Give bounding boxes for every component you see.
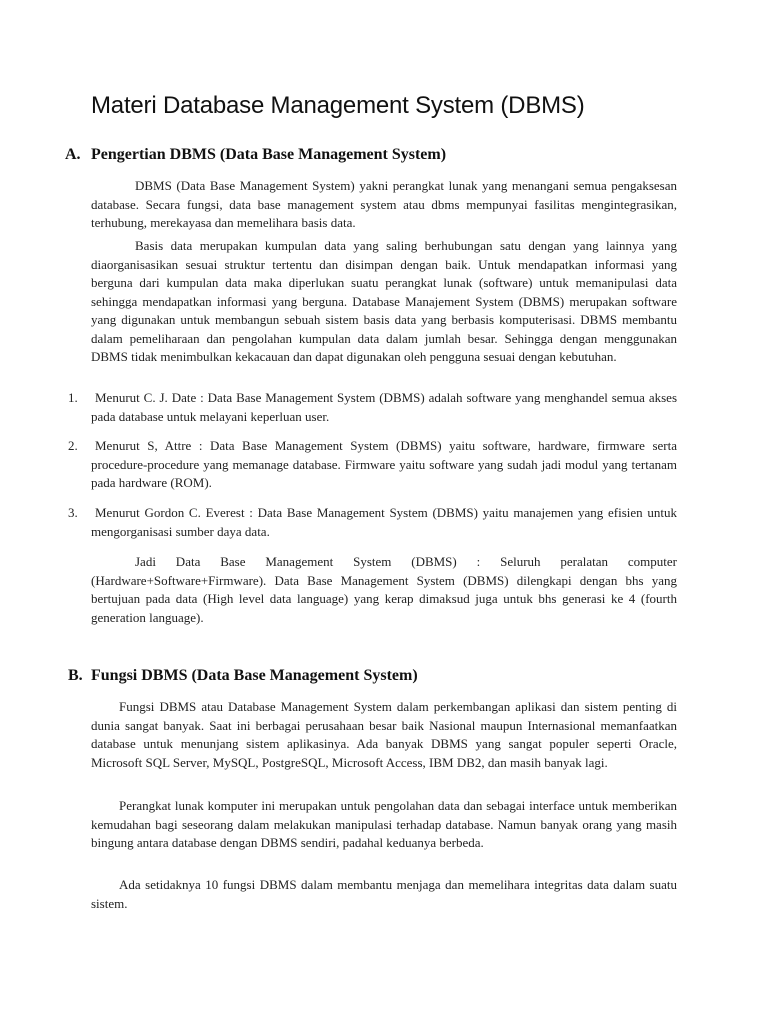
section-a-paragraph-1: DBMS (Data Base Management System) yakni perangkat lunak yang menangani semua pengaksesan database. Secara fungsi, data base management system atau dbms mempunyai fasilitas mengintegrasikan, terhubung, merekayasa dan memelihara basis data. bbox=[91, 178, 677, 230]
document-title: Materi Database Management System (DBMS) bbox=[91, 92, 585, 119]
list-number: 2. bbox=[68, 438, 78, 453]
list-item-text: Menurut Gordon C. Everest : Data Base Management System (DBMS) yaitu manajemen yang efisien untuk mengorganisasi sumber daya data. bbox=[91, 505, 677, 539]
section-a-paragraph-2: Basis data merupakan kumpulan data yang saling berhubungan satu dengan yang lainnya yang diaorganisasikan sesuai struktur tertentu dan disimpan dengan baik. Untuk mendapatkan informasi yang berguna dari kumpulan data maka diperlukan suatu perangkat lunak (software) untuk memanipulasi data sehingga mendapatkan informasi yang berguna. Database Manajement System (DBMS) merupakan software yang digunakan untuk membangun sebuah sistem basis data yang berbasis komputerisasi. DBMS membantu dalam pemeliharaan dan pengolahan kumpulan data dalam jumlah besar. Sehingga dengan menggunakan DBMS tidak menimbulkan kekacauan dan dapat digunakan oleh pengguna sesuai dengan kebutuhan. bbox=[91, 238, 677, 364]
section-a-paragraph-3: Jadi Data Base Management System (DBMS) : Seluruh peralatan computer (Hardware+Software+Firmware). Data Base Management System (DBMS) dilengkapi dengan bhs yang bertujuan pada data (High level data language) yang kerap dimaksud juga untuk bhs generasi ke 4 (fourth generation language). bbox=[91, 554, 677, 625]
section-b-heading bbox=[68, 667, 418, 685]
section-b-paragraph-1: Fungsi DBMS atau Database Management System dalam perkembangan aplikasi dan sistem penting di dunia sangat banyak. Saat ini berbagai perusahaan besar baik Nasional maupun Internasional memanfaatkan database untuk menunjang sistem aplikasinya. Ada banyak DBMS yang sangat populer seperti Oracle, Microsoft SQL Server, MySQL, PostgreSQL, Microsoft Access, IBM DB2, dan masih banyak lagi. bbox=[91, 699, 677, 770]
section-b-marker: B. bbox=[68, 667, 83, 684]
definition-list-item bbox=[68, 437, 677, 495]
list-item-text: Menurut S, Attre : Data Base Management System (DBMS) yaitu software, hardware, firmware serta procedure-procedure yang memanage database. Firmware yaitu software yang sudah jadi modul yang tertanam pada hardware (ROM). bbox=[91, 438, 677, 490]
list-item-text: Menurut C. J. Date : Data Base Management System (DBMS) adalah software yang menghandel semua akses pada database untuk melayani keperluan user. bbox=[91, 390, 677, 424]
section-b-paragraph-3: Ada setidaknya 10 fungsi DBMS dalam membantu menjaga dan memelihara integritas data dalam suatu sistem. bbox=[91, 877, 677, 911]
list-number: 3. bbox=[68, 505, 78, 520]
section-b-title: Fungsi DBMS (Data Base Management System) bbox=[91, 667, 418, 684]
section-a-marker: A. bbox=[65, 146, 81, 163]
definition-list-item bbox=[68, 389, 677, 429]
section-b-paragraph-2: Perangkat lunak komputer ini merupakan untuk pengolahan data dan sebagai interface untuk memberikan kemudahan bagi seseorang dalam melakukan manipulasi terhadap database. Namun banyak orang yang masih bingung antara database dengan DBMS sendiri, padahal keduanya berbeda. bbox=[91, 798, 677, 850]
definition-list-item bbox=[68, 504, 677, 544]
list-number: 1. bbox=[68, 390, 78, 405]
section-a-title: Pengertian DBMS (Data Base Management System) bbox=[91, 146, 447, 163]
section-a-heading bbox=[65, 146, 446, 164]
